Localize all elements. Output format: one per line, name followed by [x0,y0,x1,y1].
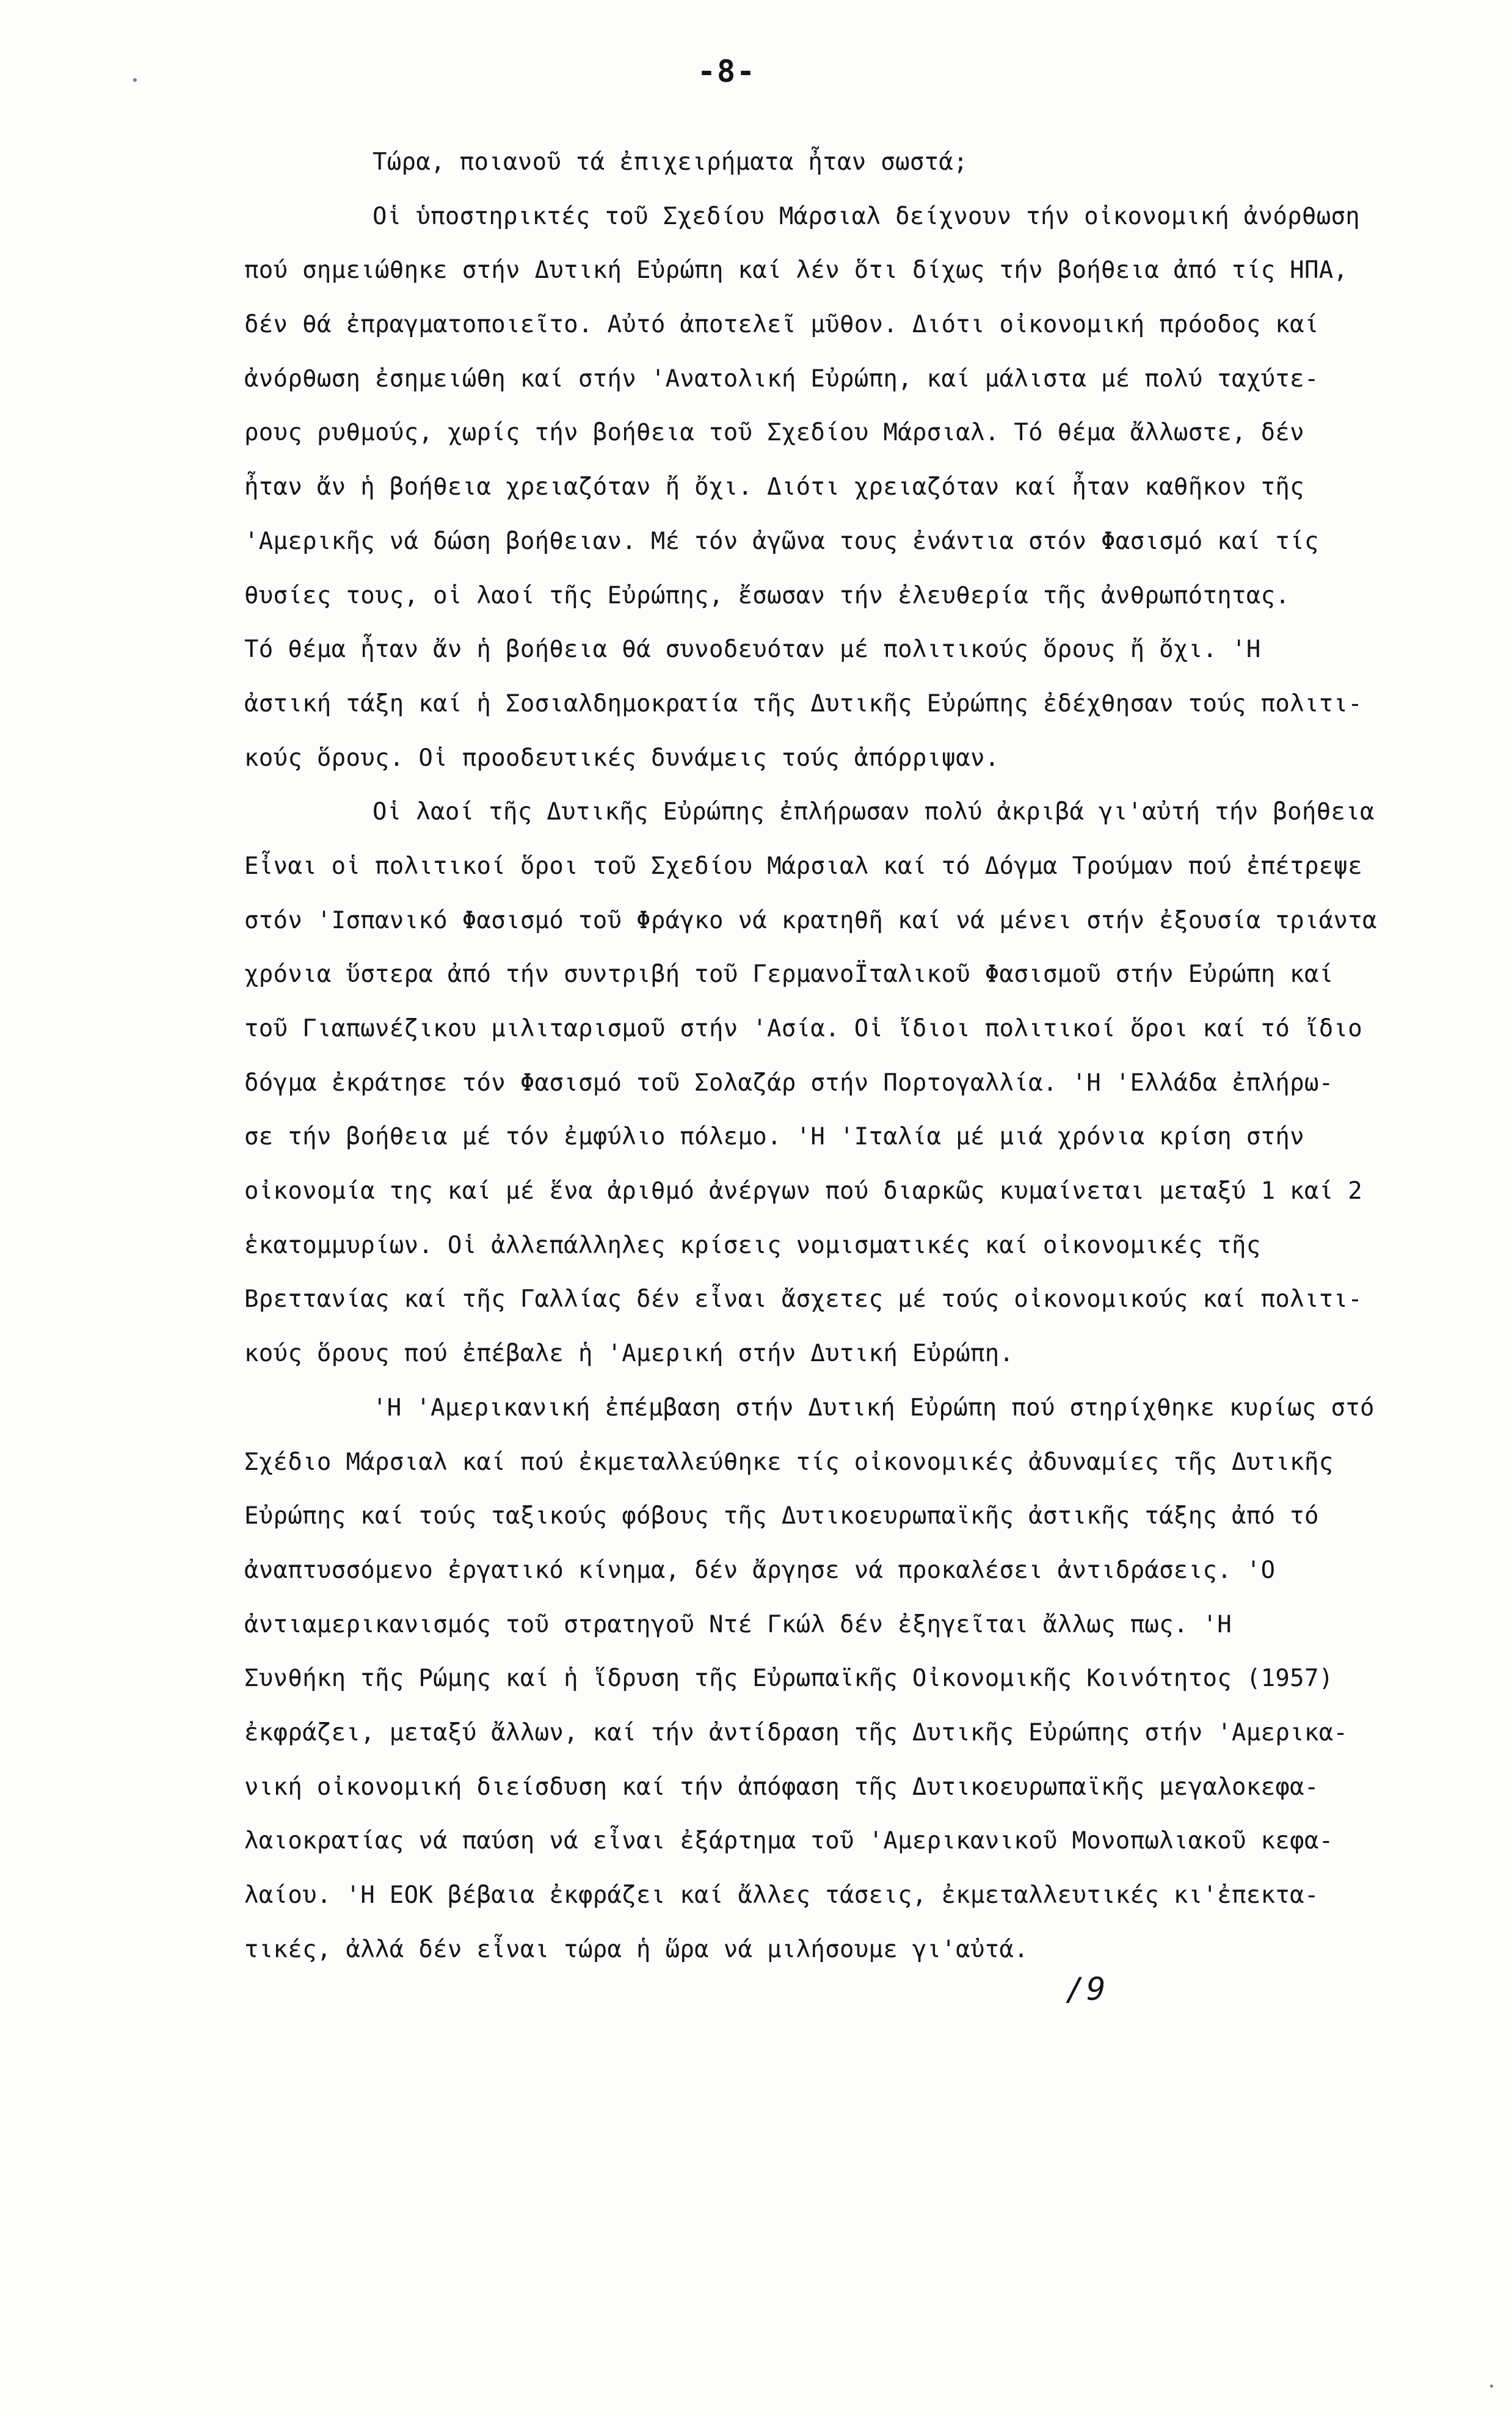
body-text [244,136,1405,1977]
text-line: τοῦ Γιαπωνέζικου μιλιταρισμοῦ στήν 'Ασία. Οἱ ἴδιοι πολιτικοί ὅροι καί τό ἴδιο [244,1015,1363,1042]
text-line: στόν 'Ισπανικό Φασισμό τοῦ Φράγκο νά κρατηθῆ καί νά μένει στήν ἐξουσία τριάντα [244,906,1377,934]
text-line: κούς ὅρους πού ἐπέβαλε ἡ 'Αμερική στήν Δυτική Εὐρώπη. [244,1340,1014,1368]
text-line: ἀναπτυσσόμενο ἐργατικό κίνημα, δέν ἄργησε νά προκαλέσει ἀντιδράσεις. 'Ο [244,1556,1276,1584]
text-line: λαιοκρατίας νά παύση νά εἶναι ἐξάρτημα τοῦ 'Αμερικανικοῦ Μονοπωλιακοῦ κεφα- [244,1827,1334,1855]
text-line: ἑκατομμυρίων. Οἱ ἀλλεπάλληλες κρίσεις νομισματικές καί οἰκονομικές τῆς [244,1231,1261,1259]
text-line: Οἱ λαοί τῆς Δυτικῆς Εὐρώπης ἐπλήρωσαν πολύ ἀκριβά γι'αὐτή τήν βοήθεια [373,798,1375,826]
text-line: οἰκονομία της καί μέ ἕνα ἀριθμό ἀνέργων πού διαρκῶς κυμαίνεται μεταξύ 1 καί 2 [244,1177,1363,1205]
text-line: νική οἰκονομική διείσδυση καί τήν ἀπόφαση τῆς Δυτικοευρωπαϊκῆς μεγαλοκεφα- [244,1773,1319,1801]
text-line: 'Η 'Αμερικανική ἐπέμβαση στήν Δυτική Εὐρώπη πού στηρίχθηκε κυρίως στό [373,1394,1375,1422]
scan-speck [1490,2385,1493,2388]
text-line: Βρεττανίας καί τῆς Γαλλίας δέν εἶναι ἄσχετες μέ τούς οἰκονομικούς καί πολιτι- [244,1285,1363,1314]
text-line: τικές, ἀλλά δέν εἶναι τώρα ἡ ὥρα νά μιλήσουμε γι'αὐτά. [244,1935,1029,1963]
text-line: πού σημειώθηκε στήν Δυτική Εὐρώπη καί λέν ὅτι δίχως τήν βοήθεια ἀπό τίς ΗΠΑ, [244,256,1348,285]
scan-speck [133,78,137,82]
text-line: σε τήν βοήθεια μέ τόν ἐμφύλιο πόλεμο. 'Η 'Ιταλία μέ μιά χρόνια κρίση στήν [244,1123,1304,1151]
text-line: δέν θά ἐπραγματοποιεῖτο. Αὐτό ἀποτελεῖ μῦθον. Διότι οἰκονομική πρόοδος καί [244,311,1319,339]
text-line: Εὐρώπης καί τούς ταξικούς φόβους τῆς Δυτικοευρωπαϊκῆς ἀστικῆς τάξης ἀπό τό [244,1502,1319,1530]
continuation-marker: /9 [1066,1971,1108,2008]
text-line: ἀνόρθωση ἐσημειώθη καί στήν 'Ανατολική Εὐρώπη, καί μάλιστα μέ πολύ ταχύτε- [244,365,1319,393]
text-line: ἀστική τάξη καί ἡ Σοσιαλδημοκρατία τῆς Δυτικῆς Εὐρώπης ἐδέχθησαν τούς πολιτι- [244,689,1363,718]
text-line: Τώρα, ποιανοῦ τά ἐπιχειρήματα ἦταν σωστά; [373,148,968,176]
text-line: Οἱ ὑποστηρικτές τοῦ Σχεδίου Μάρσιαλ δείχνουν τήν οἰκονομική ἀνόρθωση [373,202,1361,230]
text-line: 'Αμερικῆς νά δώση βοήθειαν. Μέ τόν ἀγῶνα τους ἐνάντια στόν Φασισμό καί τίς [244,527,1319,555]
text-line: λαίου. 'Η ΕΟΚ βέβαια ἐκφράζει καί ἄλλες τάσεις, ἐκμεταλλευτικές κι'ἐπεκτα- [244,1881,1319,1909]
page-number: -8- [697,54,757,89]
text-line: κούς ὅρους. Οἱ προοδευτικές δυνάμεις τούς ἀπόρριψαν. [244,744,1000,772]
text-line: δόγμα ἐκράτησε τόν Φασισμό τοῦ Σολαζάρ στήν Πορτογαλλία. 'Η 'Ελλάδα ἐπλήρω- [244,1069,1334,1097]
text-line: ρους ρυθμούς, χωρίς τήν βοήθεια τοῦ Σχεδίου Μάρσιαλ. Τό θέμα ἄλλωστε, δέν [244,419,1304,447]
text-line: χρόνια ὕστερα ἀπό τήν συντριβή τοῦ ΓερμανοΪταλικοῦ Φασισμοῦ στήν Εὐρώπη καί [244,961,1334,989]
text-line: Εἶναι οἱ πολιτικοί ὅροι τοῦ Σχεδίου Μάρσιαλ καί τό Δόγμα Τρούμαν πού ἐπέτρεψε [244,852,1363,880]
text-line: Συνθήκη τῆς Ρώμης καί ἡ ἵδρυση τῆς Εὐρωπαϊκῆς Οἰκονομικῆς Κοινότητος (1957) [244,1665,1334,1693]
text-line: Τό θέμα ἦταν ἄν ἡ βοήθεια θά συνοδευόταν μέ πολιτικούς ὅρους ἤ ὄχι. 'Η [244,636,1261,664]
text-line: Σχέδιο Μάρσιαλ καί πού ἐκμεταλλεύθηκε τίς οἰκονομικές ἀδυναμίες τῆς Δυτικῆς [244,1448,1334,1476]
text-line: ἐκφράζει, μεταξύ ἄλλων, καί τήν ἀντίδραση τῆς Δυτικῆς Εὐρώπης στήν 'Αμερικα- [244,1718,1348,1746]
text-line: ἀντιαμερικανισμός τοῦ στρατηγοῦ Ντέ Γκώλ δέν ἐξηγεῖται ἄλλως πως. 'Η [244,1610,1232,1638]
text-line: θυσίες τους, οἱ λαοί τῆς Εὐρώπης, ἔσωσαν τήν ἐλευθερία τῆς ἀνθρωπότητας. [244,581,1290,609]
text-line: ἦταν ἄν ἡ βοήθεια χρειαζόταν ἤ ὄχι. Διότι χρειαζόταν καί ἦταν καθῆκον τῆς [244,473,1304,501]
